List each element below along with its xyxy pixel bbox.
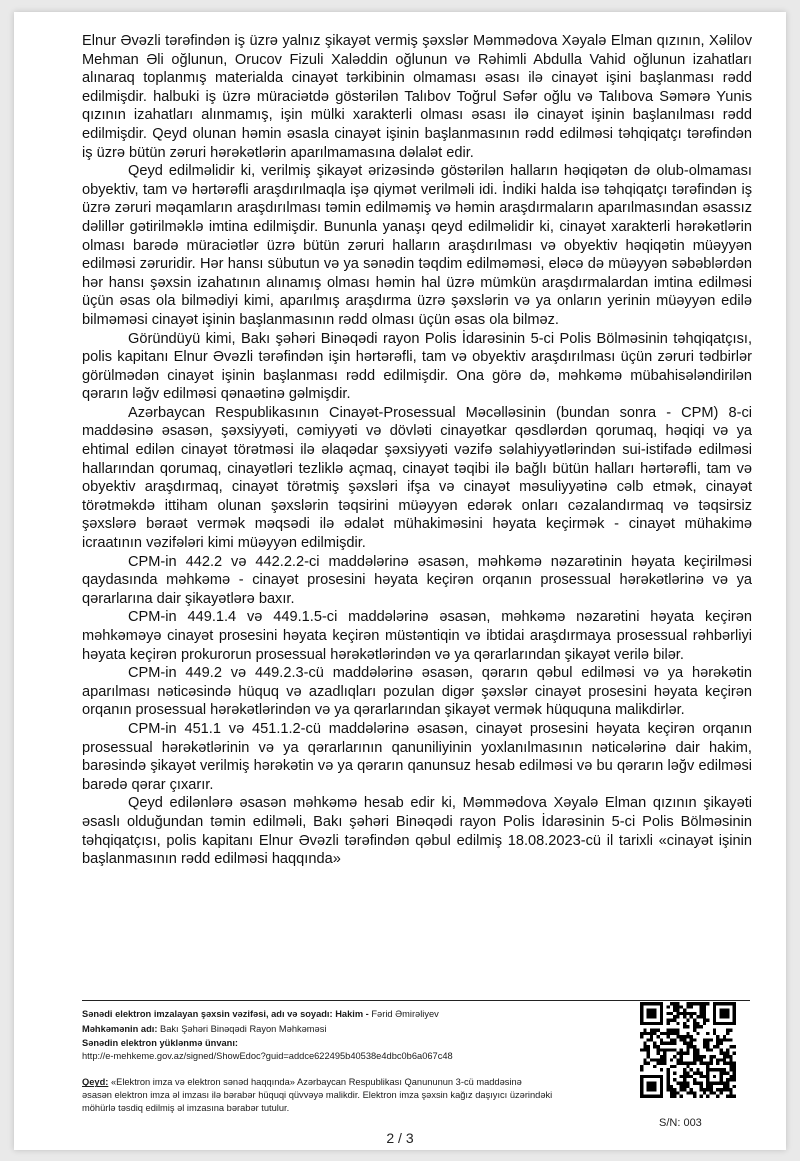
note-line-1: «Elektron imza və elektron sənəd haqqında» Azərbaycan Respublikası Qanununun 3-cü maddəsinə [110, 1077, 522, 1088]
body-paragraph: Elnur Əvəzli tərəfindən iş üzrə yalnız şikayət vermiş şəxslər Məmmədova Xəyalə Elman qızının, Xəlilov Mehman Əli oğlunun, Orucov Fizuli Xaləddin oğlunun və Rəhimli Abdulla Vahid oğlunun izahatları alınaraq toplanmış materialda cinayət tərkibinin olmaması əsası ilə cinayət işini başlanması rədd edilmişdir. halbuki iş üzrə müraciətdə göstərilən Talıbov Toğrul Səfər oğlu və Talıbova Səmərə Yunis qızının izahatları alınmamış, işin mülki xarakterli olması əsası ilə cinayət işinin başlanılması rədd edilmişdir. Qeyd olunan həmin əsasla cinayət işinin başlanmasının rədd edilməsi təhqiqatçı tərəfindən iş üzrə bütün zəruri hərəkətlərin aparılmamasına dəlalət edir. [82, 33, 752, 161]
note-row-3 [82, 1102, 642, 1115]
document-page [14, 12, 786, 1150]
note-label: Qeyd: [82, 1077, 109, 1088]
qr-code-icon [640, 1002, 736, 1098]
body-paragraph: Qeyd edilənlərə əsasən məhkəmə hesab edir ki, Məmmədova Xəyalə Elman qızının şikayəti əsaslı olduğundan təmin edilməli, Bakı şəhəri Binəqədi rayon Polis İdarəsinin 5-ci Polis Bölməsinin təhqiqatçısı, polis kapitanı Elnur Əvəzli tərəfindən qəbul edilmiş 18.08.2023-cü il tarixli «cinayət işinin başlanmasının rədd edilməsi haqqında» [82, 795, 752, 868]
signer-name: Fərid Əmirəliyev [371, 1009, 439, 1019]
document-body [82, 32, 752, 869]
serial-number: S/N: 003 [659, 1117, 702, 1129]
body-paragraph: CPM-in 442.2 və 442.2.2-ci maddələrinə əsasən, məhkəmə nəzarətinin həyata keçirilməsi qaydasında məhkəmə - cinayət prosesini həyata keçirən orqanın prosessual hərəkətlərinə və ya qərarlarına dair şikayətlərə baxır. [82, 553, 752, 607]
court-name: Bakı Şəhəri Binəqədi Rayon Məhkəməsi [160, 1023, 327, 1034]
address-label: Sənədin elektron yüklənmə ünvanı: [82, 1038, 239, 1049]
signer-label: Sənədi elektron imzalayan şəxsin vəzifəsi, adı və soyadı: Hakim - [82, 1009, 369, 1019]
court-row [82, 1023, 642, 1036]
note-line-2: əsasən elektron imza əl imzası ilə bərabər hüquqi qüvvəyə malikdir. Elektron imza şəxsin kağız daşıyıcı üzərindəki [82, 1089, 553, 1100]
body-paragraph: CPM-in 449.1.4 və 449.1.5-ci maddələrinə əsasən, məhkəmə nəzarətini həyata keçirən məhkəməyə cinayət prosesini həyata keçirən müstəntiqin və ibtidai araşdırmaya prosessual rəhbərliyi həyata keçirən prokurorun prosessual hərəkətlərindən və ya qərarlarından şikayət verilə bilər. [82, 609, 752, 663]
signature-footer [82, 1008, 642, 1114]
footer-divider [82, 1000, 750, 1001]
address-label-row [82, 1037, 642, 1050]
note-row-1 [82, 1076, 642, 1089]
body-paragraph: Qeyd edilməlidir ki, verilmiş şikayət ərizəsində göstərilən halların həqiqətən də olub-olmaması obyektiv, tam və hərtərəfli araşdırılmaqla işə qiymət verilməli idi. İndiki halda isə təhqiqatçı tərəfindən iş üzrə zəruri məqamların araşdırılması təmin edilməmiş və həmin araşdırmaların aparılmasından əsassız dəlillər gətirilməklə imtina edilmişdir. Bununla yanaşı qeyd edilməlidir ki, cinayət xarakterli hərəkətlərin olması barədə müraciətlər üzrə bütün zəruri halların araşdırılması və obyektiv həqiqətin müəyyən edilməsi zəruridir. Hər hansı sübutun və ya sənədin təqdim edilməməsi, eləcə də müəyyən səbəblərdən hər hansı şəxsin izahatının alınamış olması həmin hal üzrə mümkün araşdırmalardan imtina edilməsi üçün əsas ola bilmədiyi kimi, aparılmış araşdırma üzrə şəxslərin və ya onların yerinin müəyyən edilə bilməməsi cinayət işinin başlanmasının rədd olması üçün əsas ola bilməz. [82, 163, 752, 328]
body-paragraph: CPM-in 449.2 və 449.2.3-cü maddələrinə əsasən, qərarın qəbul edilməsi və ya hərəkətin aparılması nəticəsində hüquq və azadlıqları pozulan digər şəxslər cinayət prosesini həyata keçirən orqanın prosessual hərəkətlərindən və ya qərarlarından şikayət vermək hüququna malikdirlər. [82, 665, 752, 719]
address-row [82, 1050, 642, 1063]
court-label: Məhkəmənin adı: [82, 1023, 158, 1034]
body-paragraph: CPM-in 451.1 və 451.1.2-cü maddələrinə əsasən, cinayət prosesini həyata keçirən orqanın prosessual hərəkətlərinin və ya qərarlarının qanuniliyinin yoxlanılmasının nəticələrinə dair hakim, barəsində şikayət verilmiş hərəkətin və ya qərarın qanunsuz hesab edilməsi və bu qərarın ləğv edilməsi barədə qərar çıxarır. [82, 720, 752, 793]
body-paragraph: Azərbaycan Respublikasının Cinayət-Prosessual Məcəlləsinin (bundan sonra - CPM) 8-ci maddəsinə əsasən, şəxsiyyəti, cəmiyyəti və dövləti cinayətkar qəsdlərdən qorumaq, həqiqi və ya ehtimal edilən cinayət törətməsi ilə əlaqədar şəxsiyyəti vəzifə səlahiyyətlərindən sui-istifadə edilməsi hallarından qorumaq, cinayətləri tezliklə açmaq, cinayət təqibi ilə bağlı bütün halları hərtərəfli, tam və obyektiv araşdırmaq, cinayət törətmiş şəxsləri ifşa və cinayət məsuliyyətinə cəlb etmək, cinayət törətməkdə ittiham olunan şəxslərin təqsirini müəyyən edərək onları cəzalandırmaq və təqsirsiz şəxslərə bəraət vermək məqsədi ilə ədalət mühakiməsini həyata keçirmək - cinayət mühakimə icraatının vəzifələri kimi müəyyən edilmişdir. [82, 404, 752, 552]
signer-row [82, 1008, 642, 1021]
note-row-2 [82, 1089, 642, 1102]
note-line-3: möhürlə təsdiq edilmiş əl imzasına bərabər tutulur. [82, 1102, 290, 1113]
body-paragraph: Göründüyü kimi, Bakı şəhəri Binəqədi rayon Polis İdarəsinin 5-ci Polis Bölməsinin təhqiqatçısı, polis kapitanı Elnur Əvəzli tərəfindən işin hərtərəfli, tam və obyektiv araşdırılması üçün zəruri tədbirlər görülmədən cinayət işinin başlanması rədd edilmişdir. Ona görə də, məhkəmə mübahisələndirilən qərarın ləğv edilməsi qənaətinə gəlmişdir. [82, 330, 752, 403]
page-number: 2 / 3 [386, 1130, 414, 1146]
document-url[interactable]: http://e-mehkeme.gov.az/signed/ShowEdoc?guid=addce622495b40538e4dbc0b6a067c48 [82, 1050, 453, 1061]
